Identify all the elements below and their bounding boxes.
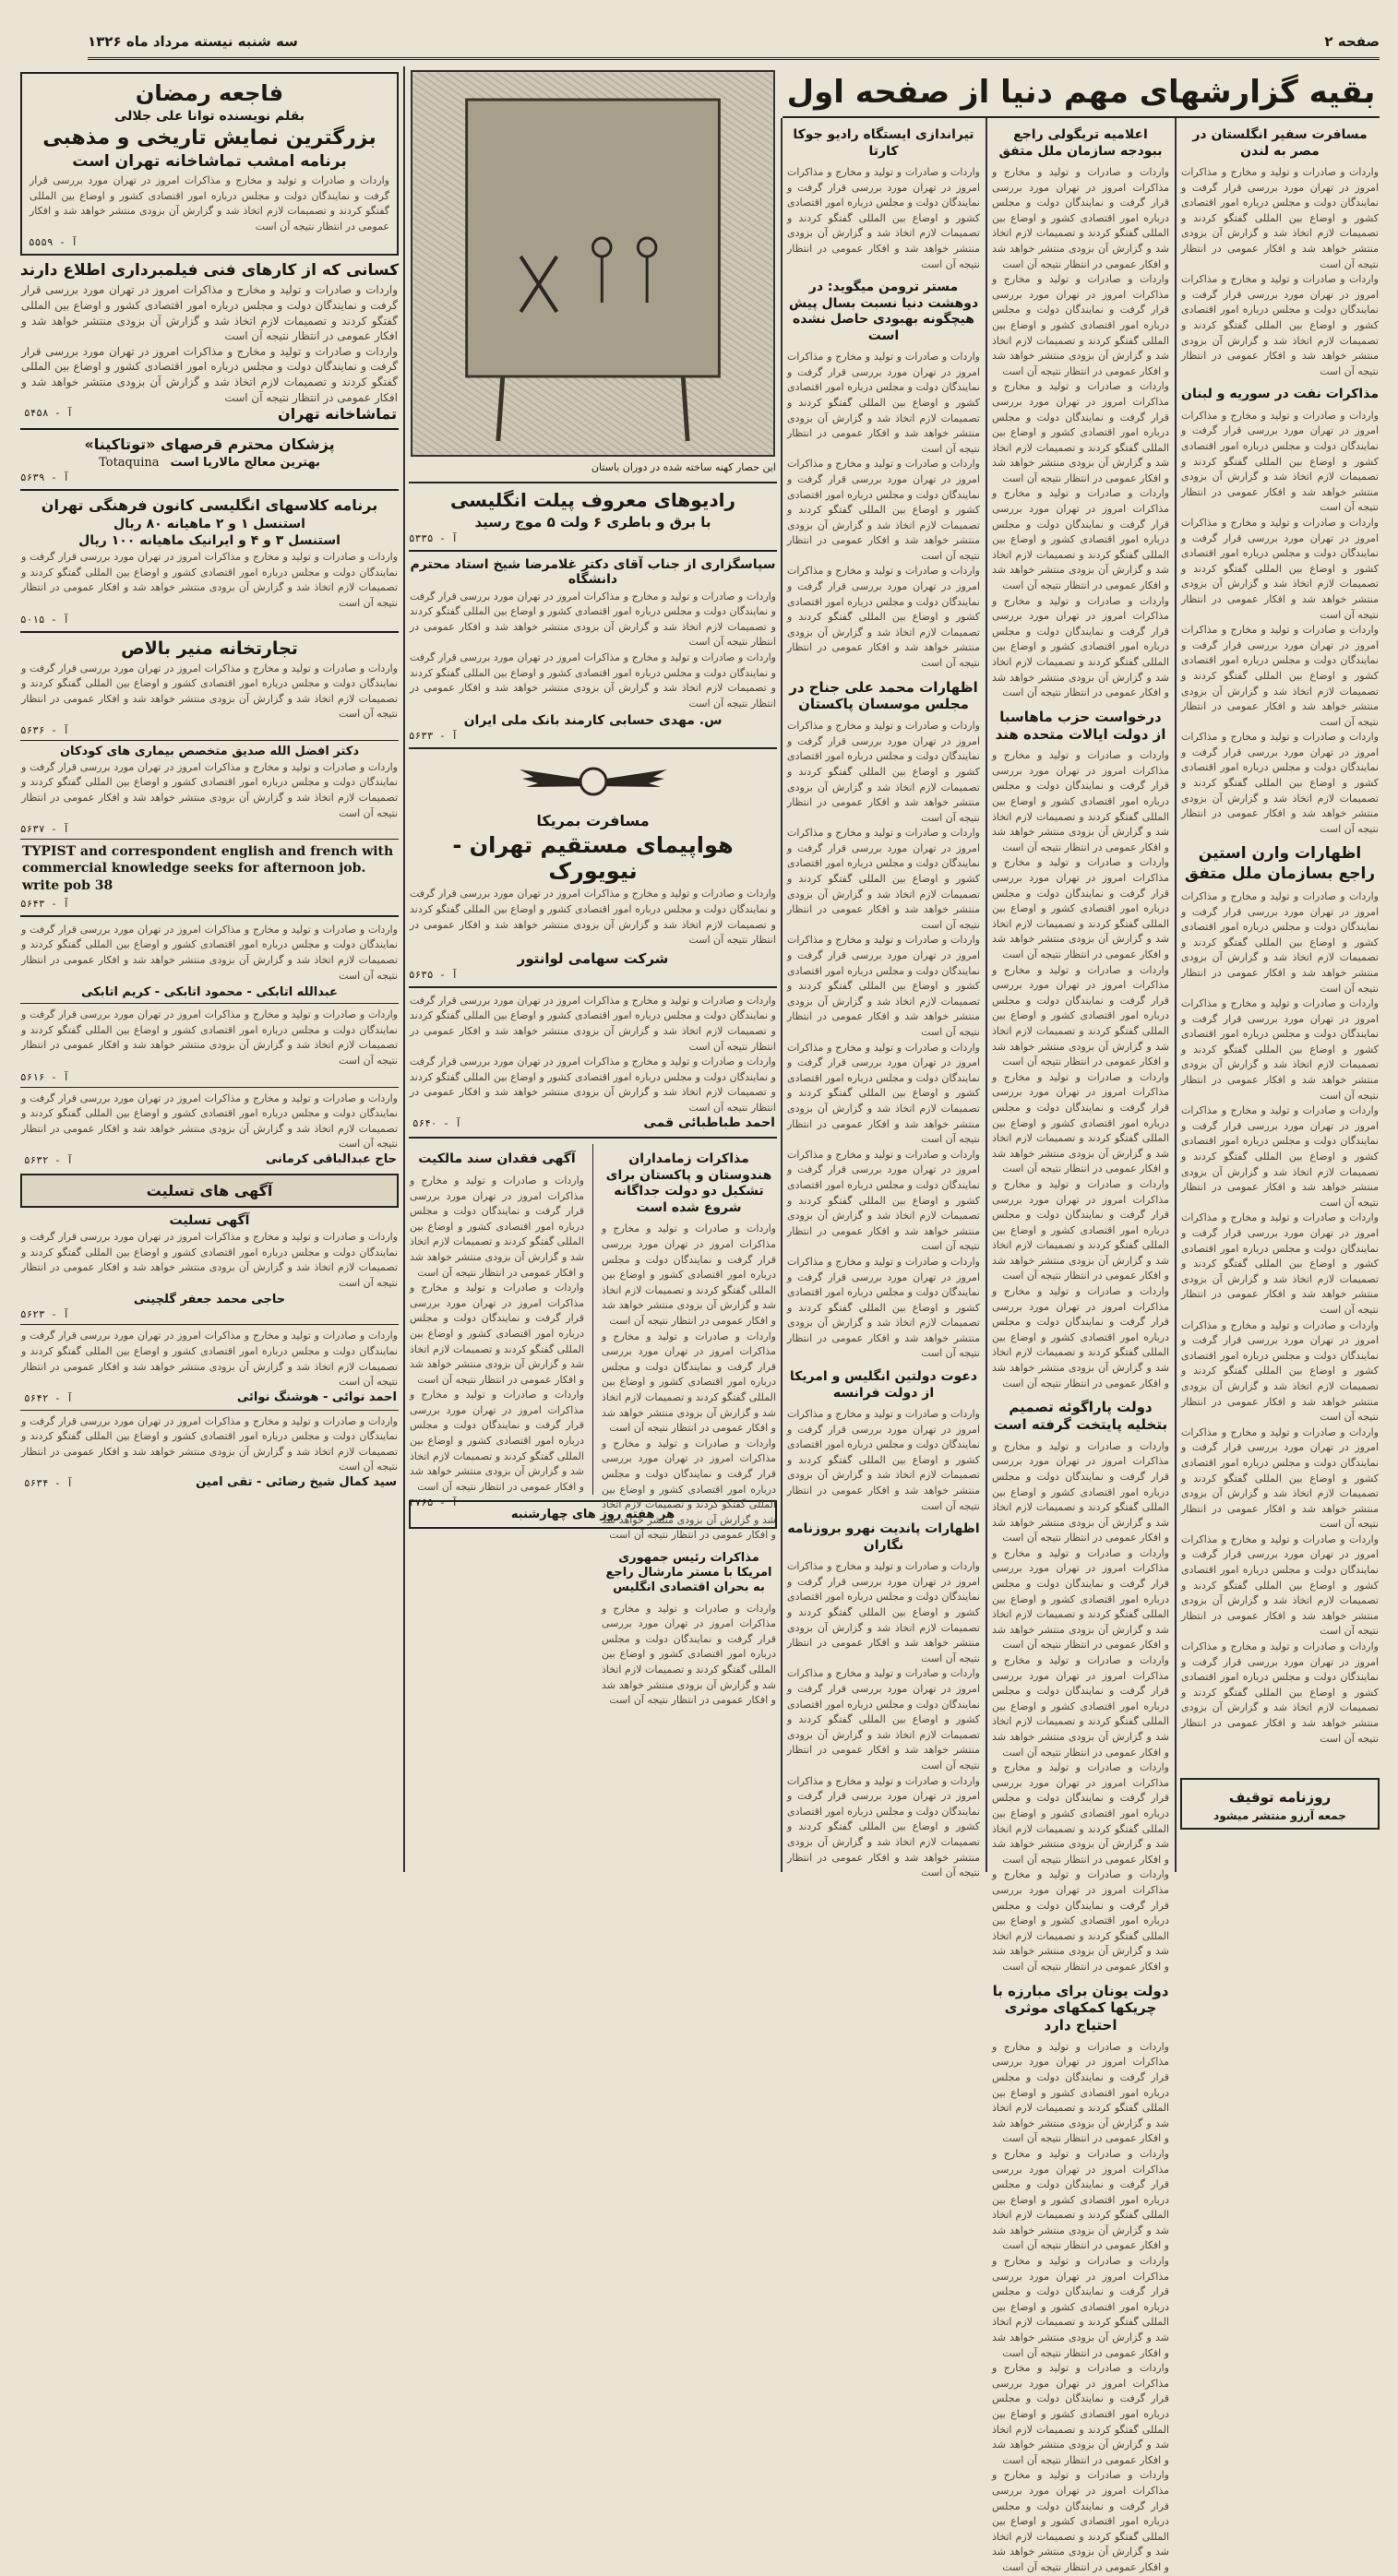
article-body: واردات و صادرات و تولید و مخارج و مذاکرات امروز در تهران مورد بررسی قرار گرفت و نمایندگان دولت و مجلس درباره امور اقتصادی کشور و اوضاع بین المللی گفتگو کردند و تصمیمات لازم اتخاذ شد و گزارش آن بزودی منتشر خواهد شد و افکار عمومی در انتظار نتیجه آن است <box>992 1868 1169 1973</box>
ad-body: واردات و صادرات و تولید و مخارج و مذاکرات امروز در تهران مورد بررسی قرار گرفت و نمایندگان دولت و مجلس درباره امور اقتصادی کشور و اوضاع بین المللی گفتگو کردند و تصمیمات لازم اتخاذ شد و گزارش آن بزودی منتشر خواهد شد و افکار عمومی در انتظار نتیجه آن است <box>21 551 398 609</box>
ad-code: آ - ۵۰۱۵ <box>20 613 69 626</box>
ad-sign-row <box>22 1152 397 1168</box>
ad-sign: تماشاخانه تهران <box>278 405 397 423</box>
typist-ad-text: TYPIST and correspondent english and french with commercial knowledge seeks for afternoon job. write pob 38 <box>22 844 394 893</box>
ad-code: آ - ۵۶۳۹ <box>20 471 69 484</box>
ad-body: واردات و صادرات و تولید و مخارج و مذاکرات امروز در تهران مورد بررسی قرار گرفت و نمایندگان دولت و مجلس درباره امور اقتصادی کشور و اوضاع بین المللی گفتگو کردند و تصمیمات لازم اتخاذ شد و گزارش آن بزودی منتشر خواهد شد و افکار عمومی در انتظار نتیجه آن است <box>410 590 776 649</box>
trading-co-ad-title: تجارتخانه منیر بالاص <box>121 638 298 659</box>
article-body: واردات و صادرات و تولید و مخارج و مذاکرات امروز در تهران مورد بررسی قرار گرفت و نمایندگان دولت و مجلس درباره امور اقتصادی کشور و اوضاع بین المللی گفتگو کردند و تصمیمات لازم اتخاذ شد و گزارش آن بزودی منتشر خواهد شد و افکار عمومی در انتظار نتیجه آن است <box>787 458 980 562</box>
weekly-notice-text: هر هفته روز های چهارشنبه <box>510 1508 675 1522</box>
totaquina-ad-sub: بهترین معالج مالاریا است <box>170 456 320 471</box>
totaquina-ad-title: پزشکان محترم قرصهای «توتاکینا» <box>84 435 335 454</box>
article-body: واردات و صادرات و تولید و مخارج و مذاکرات امروز در تهران مورد بررسی قرار گرفت و نمایندگان دولت و مجلس درباره امور اقتصادی کشور و اوضاع بین المللی گفتگو کردند و تصمیمات لازم اتخاذ شد و گزارش آن بزودی منتشر خواهد شد و افکار عمومی در انتظار نتیجه آن است <box>1181 273 1379 377</box>
article-body: واردات و صادرات و تولید و مخارج و مذاکرات امروز در تهران مورد بررسی قرار گرفت و نمایندگان دولت و مجلس درباره امور اقتصادی کشور و اوضاع بین المللی گفتگو کردند و تصمیمات لازم اتخاذ شد و گزارش آن بزودی منتشر خواهد شد و افکار عمومی در انتظار نتیجه آن است <box>992 594 1169 699</box>
article-body: واردات و صادرات و تولید و مخارج و مذاکرات امروز در تهران مورد بررسی قرار گرفت و نمایندگان دولت و مجلس درباره امور اقتصادی کشور و اوضاع بین المللی گفتگو کردند و تصمیمات لازم اتخاذ شد و گزارش آن بزودی منتشر خواهد شد و افکار عمومی در انتظار نتیجه آن است <box>992 166 1169 270</box>
divider <box>409 747 777 749</box>
column-rule <box>986 118 987 1872</box>
airline-logo <box>407 758 779 803</box>
article-body: واردات و صادرات و تولید و مخارج و مذاکرات امروز در تهران مورد بررسی قرار گرفت و نمایندگان دولت و مجلس درباره امور اقتصادی کشور و اوضاع بین المللی گفتگو کردند و تصمیمات لازم اتخاذ شد و گزارش آن بزودی منتشر خواهد شد و افکار عمومی در انتظار نتیجه آن است <box>787 827 980 931</box>
article-body: واردات و صادرات و تولید و مخارج و مذاکرات امروز در تهران مورد بررسی قرار گرفت و نمایندگان دولت و مجلس درباره امور اقتصادی کشور و اوضاع بین المللی گفتگو کردند و تصمیمات لازم اتخاذ شد و گزارش آن بزودی منتشر خواهد شد و افکار عمومی در انتظار نتیجه آن است <box>992 1654 1169 1759</box>
ad-body: واردات و صادرات و تولید و مخارج و مذاکرات امروز در تهران مورد بررسی قرار گرفت و نمایندگان دولت و مجلس درباره امور اقتصادی کشور و اوضاع بین المللی گفتگو کردند و تصمیمات لازم اتخاذ شد و گزارش آن بزودی منتشر خواهد شد و افکار عمومی در انتظار نتیجه آن است <box>410 888 776 947</box>
article-headline: اظهارات وارن استین راجع بسازمان ملل متفق <box>1184 844 1376 883</box>
english-class-line1: استنسل ۱ و ۲ ماهیانه ۸۰ ریال <box>114 517 305 532</box>
column-left <box>18 66 400 1872</box>
divider <box>20 915 399 917</box>
issue-date: سه شنبه نیسته مرداد ماه ۱۳۲۶ <box>88 33 298 50</box>
ad-code: آ - ۵۴۵۸ <box>24 407 73 420</box>
page-header <box>88 26 1380 60</box>
ad-code: آ - ۵۶۳۲ <box>24 1153 73 1166</box>
article-body: واردات و صادرات و تولید و مخارج و مذاکرات امروز در تهران مورد بررسی قرار گرفت و نمایندگان دولت و مجلس درباره امور اقتصادی کشور و اوضاع بین المللی گفتگو کردند و تصمیمات لازم اتخاذ شد و گزارش آن بزودی منتشر خواهد شد و افکار عمومی در انتظار نتیجه آن است <box>1181 731 1379 835</box>
ad-sign: سید کمال شیخ رضائی - تقی امین <box>196 1475 397 1490</box>
article-body: واردات و صادرات و تولید و مخارج و مذاکرات امروز در تهران مورد بررسی قرار گرفت و نمایندگان دولت و مجلس درباره امور اقتصادی کشور و اوضاع بین المللی گفتگو کردند و تصمیمات لازم اتخاذ شد و گزارش آن بزودی منتشر خواهد شد و افکار عمومی در انتظار نتیجه آن است <box>992 380 1169 484</box>
ad-sign: عبدالله اتابکی - محمود اتابکی - کریم اتابکی <box>81 985 338 1000</box>
article-body: واردات و صادرات و تولید و مخارج و مذاکرات امروز در تهران مورد بررسی قرار گرفت و نمایندگان دولت و مجلس درباره امور اقتصادی کشور و اوضاع بین المللی گفتگو کردند و تصمیمات لازم اتخاذ شد و گزارش آن بزودی منتشر خواهد شد و افکار عمومی در انتظار نتیجه آن است <box>992 1439 1169 1544</box>
ad-code: آ - ۵۳۳۵ <box>409 531 458 544</box>
article-body: واردات و صادرات و تولید و مخارج و مذاکرات امروز در تهران مورد بررسی قرار گرفت و نمایندگان دولت و مجلس درباره امور اقتصادی کشور و اوضاع بین المللی گفتگو کردند و تصمیمات لازم اتخاذ شد و گزارش آن بزودی منتشر خواهد شد و افکار عمومی در انتظار نتیجه آن است <box>602 1602 776 1707</box>
totaquina-ad-row <box>18 456 400 470</box>
divider <box>20 631 399 633</box>
column-center <box>407 66 779 1872</box>
article-body: واردات و صادرات و تولید و مخارج و مذاکرات امروز در تهران مورد بررسی قرار گرفت و نمایندگان دولت و مجلس درباره امور اقتصادی کشور و اوضاع بین المللی گفتگو کردند و تصمیمات لازم اتخاذ شد و گزارش آن بزودی منتشر خواهد شد و افکار عمومی در انتظار نتیجه آن است <box>992 2362 1169 2466</box>
article-body: واردات و صادرات و تولید و مخارج و مذاکرات امروز در تهران مورد بررسی قرار گرفت و نمایندگان دولت و مجلس درباره امور اقتصادی کشور و اوضاع بین المللی گفتگو کردند و تصمیمات لازم اتخاذ شد و گزارش آن بزودی منتشر خواهد شد و افکار عمومی در انتظار نتیجه آن است <box>992 1070 1169 1175</box>
winged-emblem-icon <box>515 758 672 803</box>
column-mid-left <box>784 120 983 1879</box>
article-body: واردات و صادرات و تولید و مخارج و مذاکرات امروز در تهران مورد بررسی قرار گرفت و نمایندگان دولت و مجلس درباره امور اقتصادی کشور و اوضاع بین المللی گفتگو کردند و تصمیمات لازم اتخاذ شد و گزارش آن بزودی منتشر خواهد شد و افکار عمومی در انتظار نتیجه آن است <box>992 2147 1169 2252</box>
article-body: واردات و صادرات و تولید و مخارج و مذاکرات امروز در تهران مورد بررسی قرار گرفت و نمایندگان دولت و مجلس درباره امور اقتصادی کشور و اوضاع بین المللی گفتگو کردند و تصمیمات لازم اتخاذ شد و گزارش آن بزودی منتشر خواهد شد و افکار عمومی در انتظار نتیجه آن است <box>787 1560 980 1664</box>
article-body: واردات و صادرات و تولید و مخارج و مذاکرات امروز در تهران مورد بررسی قرار گرفت و نمایندگان دولت و مجلس درباره امور اقتصادی کشور و اوضاع بین المللی گفتگو کردند و تصمیمات لازم اتخاذ شد و گزارش آن بزودی منتشر خواهد شد و افکار عمومی در انتظار نتیجه آن است <box>787 1148 980 1253</box>
ad-body: واردات و صادرات و تولید و مخارج و مذاکرات امروز در تهران مورد بررسی قرار گرفت و نمایندگان دولت و مجلس درباره امور اقتصادی کشور و اوضاع بین المللی گفتگو کردند و تصمیمات لازم اتخاذ شد و گزارش آن بزودی منتشر خواهد شد و افکار عمومی در انتظار نتیجه آن است <box>21 1091 398 1151</box>
article-body: واردات و صادرات و تولید و مخارج و مذاکرات امروز در تهران مورد بررسی قرار گرفت و نمایندگان دولت و مجلس درباره امور اقتصادی کشور و اوضاع بین المللی گفتگو کردند و تصمیمات لازم اتخاذ شد و گزارش آن بزودی منتشر خواهد شد و افکار عمومی در انتظار نتیجه آن است <box>1181 409 1379 514</box>
radio-ad-line: با برق و باطری ۶ ولت ۵ موج رسید <box>474 513 711 531</box>
column-right <box>1178 120 1381 1872</box>
article-body: واردات و صادرات و تولید و مخارج و مذاکرات امروز در تهران مورد بررسی قرار گرفت و نمایندگان دولت و مجلس درباره امور اقتصادی کشور و اوضاع بین المللی گفتگو کردند و تصمیمات لازم اتخاذ شد و گزارش آن بزودی منتشر خواهد شد و افکار عمومی در انتظار نتیجه آن است <box>1181 889 1379 995</box>
ad-code: آ - ۵۶۳۶ <box>20 723 69 736</box>
article-body: واردات و صادرات و تولید و مخارج و مذاکرات امروز در تهران مورد بررسی قرار گرفت و نمایندگان دولت و مجلس درباره امور اقتصادی کشور و اوضاع بین المللی گفتگو کردند و تصمیمات لازم اتخاذ شد و گزارش آن بزودی منتشر خواهد شد و افکار عمومی در انتظار نتیجه آن است <box>1181 1532 1379 1638</box>
ad-body: واردات و صادرات و تولید و مخارج و مذاکرات امروز در تهران مورد بررسی قرار گرفت و نمایندگان دولت و مجلس درباره امور اقتصادی کشور و اوضاع بین المللی گفتگو کردند و تصمیمات لازم اتخاذ شد و گزارش آن بزودی منتشر خواهد شد و افکار عمومی در انتظار نتیجه آن است <box>21 923 398 982</box>
article-body: واردات و صادرات و تولید و مخارج و مذاکرات امروز در تهران مورد بررسی قرار گرفت و نمایندگان دولت و مجلس درباره امور اقتصادی کشور و اوضاع بین المللی گفتگو کردند و تصمیمات لازم اتخاذ شد و گزارش آن بزودی منتشر خواهد شد و افکار عمومی در انتظار نتیجه آن است <box>992 856 1169 960</box>
article-headline: اعلامیه تریگولی راجع ببودجه سازمان ملل متفق <box>998 127 1163 159</box>
news-article <box>599 1144 779 1707</box>
article-body: واردات و صادرات و تولید و مخارج و مذاکرات امروز در تهران مورد بررسی قرار گرفت و نمایندگان دولت و مجلس درباره امور اقتصادی کشور و اوضاع بین المللی گفتگو کردند و تصمیمات لازم اتخاذ شد و گزارش آن بزودی منتشر خواهد شد و افکار عمومی در انتظار نتیجه آن است <box>787 565 980 670</box>
divider <box>409 1137 777 1139</box>
article-body: واردات و صادرات و تولید و مخارج و مذاکرات امروز در تهران مورد بررسی قرار گرفت و نمایندگان دولت و مجلس درباره امور اقتصادی کشور و اوضاع بین المللی گفتگو کردند و تصمیمات لازم اتخاذ شد و گزارش آن بزودی منتشر خواهد شد و افکار عمومی در انتظار نتیجه آن است <box>992 1761 1169 1866</box>
ad-sign-row <box>22 1475 397 1491</box>
article-body: واردات و صادرات و تولید و مخارج و مذاکرات امروز در تهران مورد بررسی قرار گرفت و نمایندگان دولت و مجلس درباره امور اقتصادی کشور و اوضاع بین المللی گفتگو کردند و تصمیمات لازم اتخاذ شد و گزارش آن بزودی منتشر خواهد شد و افکار عمومی در انتظار نتیجه آن است <box>787 1667 980 1771</box>
article-body: واردات و صادرات و تولید و مخارج و مذاکرات امروز در تهران مورد بررسی قرار گرفت و نمایندگان دولت و مجلس درباره امور اقتصادی کشور و اوضاع بین المللی گفتگو کردند و تصمیمات لازم اتخاذ شد و گزارش آن بزودی منتشر خواهد شد و افکار عمومی در انتظار نتیجه آن است <box>1181 1640 1379 1745</box>
divider <box>20 1410 399 1411</box>
ad-sign-row <box>411 1115 775 1131</box>
english-class-ad-title: برنامه کلاسهای انگلیسی کانون فرهنگی تهران <box>41 496 378 515</box>
article-body: واردات و صادرات و تولید و مخارج و مذاکرات امروز در تهران مورد بررسی قرار گرفت و نمایندگان دولت و مجلس درباره امور اقتصادی کشور و اوضاع بین المللی گفتگو کردند و تصمیمات لازم اتخاذ شد و گزارش آن بزودی منتشر خواهد شد و افکار عمومی در انتظار نتیجه آن است <box>992 1177 1169 1282</box>
ad-body: واردات و صادرات و تولید و مخارج و مذاکرات امروز در تهران مورد بررسی قرار گرفت و نمایندگان دولت و مجلس درباره امور اقتصادی کشور و اوضاع بین المللی گفتگو کردند و تصمیمات لازم اتخاذ شد و گزارش آن بزودی منتشر خواهد شد و افکار عمومی در انتظار نتیجه آن است <box>21 283 398 343</box>
article-body: واردات و صادرات و تولید و مخارج و مذاکرات امروز در تهران مورد بررسی قرار گرفت و نمایندگان دولت و مجلس درباره امور اقتصادی کشور و اوضاع بین المللی گفتگو کردند و تصمیمات لازم اتخاذ شد و گزارش آن بزودی منتشر خواهد شد و افکار عمومی در انتظار نتیجه آن است <box>992 487 1169 592</box>
thanks-ad-sign: س. مهدی حسابی کارمند بانک ملی ایران <box>463 713 723 729</box>
flight-ad-sub: هواپیمای مستقیم تهران - نیویورک <box>452 832 734 885</box>
totaquina-brand: Totaquina <box>99 456 160 471</box>
ad-code: آ - ۵۵۵۹ <box>29 236 78 249</box>
banner-headline: بقیه گزارشهای مهم دنیا از صفحه اول <box>783 68 1380 118</box>
theatre-ad-author: بقلم نویسنده توانا علی جلالی <box>114 109 305 124</box>
article-headline: درخواست حزب ماهاسبا از دولت ایالات متحده هند <box>995 708 1166 743</box>
divider <box>20 428 399 430</box>
ad-code: آ - ۵۶۲۳ <box>20 1308 69 1321</box>
doctor-ad-title: دکتر افضل الله صدیق متخصص بیماری های کودکان <box>59 744 360 758</box>
article-body: واردات و صادرات و تولید و مخارج و مذاکرات امروز در تهران مورد بررسی قرار گرفت و نمایندگان دولت و مجلس درباره امور اقتصادی کشور و اوضاع بین المللی گفتگو کردند و تصمیمات لازم اتخاذ شد و گزارش آن بزودی منتشر خواهد شد و افکار عمومی در انتظار نتیجه آن است <box>992 1285 1169 1389</box>
ad-code: آ - ۵۶۳۵ <box>409 968 458 981</box>
article-body: واردات و صادرات و تولید و مخارج و مذاکرات امروز در تهران مورد بررسی قرار گرفت و نمایندگان دولت و مجلس درباره امور اقتصادی کشور و اوضاع بین المللی گفتگو کردند و تصمیمات لازم اتخاذ شد و گزارش آن بزودی منتشر خواهد شد و افکار عمومی در انتظار نتیجه آن است <box>602 1330 776 1435</box>
radio-ad-title: رادیوهای معروف پیلت انگلیسی <box>450 488 735 511</box>
ad-body: واردات و صادرات و تولید و مخارج و مذاکرات امروز در تهران مورد بررسی قرار گرفت و نمایندگان دولت و مجلس درباره امور اقتصادی کشور و اوضاع بین المللی گفتگو کردند و تصمیمات لازم اتخاذ شد و گزارش آن بزودی منتشر خواهد شد و افکار عمومی در انتظار نتیجه آن است <box>21 1330 398 1389</box>
column-rule <box>403 66 405 1872</box>
article-headline: تیراندازی ایستگاه رادیو جوکا کارتا <box>793 127 974 159</box>
ad-code: آ - ۵۶۱۶ <box>20 1070 69 1083</box>
ad-code: آ - ۵۶۴۲ <box>24 1391 73 1404</box>
photo-caption: این حصار کهنه ساخته شده در دوران باستان <box>591 461 776 473</box>
ad-sign: حاجی محمد جعفر گلچینی <box>133 1293 286 1307</box>
article-body: واردات و صادرات و تولید و مخارج و مذاکرات امروز در تهران مورد بررسی قرار گرفت و نمایندگان دولت و مجلس درباره امور اقتصادی کشور و اوضاع بین المللی گفتگو کردند و تصمیمات لازم اتخاذ شد و گزارش آن بزودی منتشر خواهد شد و افکار عمومی در انتظار نتیجه آن است <box>992 963 1169 1068</box>
theatre-ad-title: فاجعه رمضان <box>135 80 284 106</box>
divider <box>409 986 777 988</box>
ad-body: واردات و صادرات و تولید و مخارج و مذاکرات امروز در تهران مورد بررسی قرار گرفت و نمایندگان دولت و مجلس درباره امور اقتصادی کشور و اوضاع بین المللی گفتگو کردند و تصمیمات لازم اتخاذ شد و گزارش آن بزودی منتشر خواهد شد و افکار عمومی در انتظار نتیجه آن است <box>21 760 398 819</box>
article-headline: دولت پاراگوئه تصمیم بتخلیه پایتخت گرفته است <box>993 1399 1168 1433</box>
divider <box>20 740 399 741</box>
theatre-ad-sub: بزرگترین نمایش تاریخی و مذهبی <box>42 126 376 149</box>
article-body: واردات و صادرات و تولید و مخارج و مذاکرات امروز در تهران مورد بررسی قرار گرفت و نمایندگان دولت و مجلس درباره امور اقتصادی کشور و اوضاع بین المللی گفتگو کردند و تصمیمات لازم اتخاذ شد و گزارش آن بزودی منتشر خواهد شد و افکار عمومی در انتظار نتیجه آن است <box>992 1546 1169 1652</box>
article-headline: اظهارات پاندیت نهرو بروزنامه نگاران <box>787 1521 980 1553</box>
condolence-header: آگهی های تسلیت <box>146 1181 273 1199</box>
english-class-line2: استنسل ۳ و ۴ و ایرانیک ماهیانه ۱۰۰ ریال <box>78 533 341 549</box>
article-headline: مذاکرات زمامداران هندوستان و پاکستان برای تشکیل دو دولت جداگانه شروع شده است <box>605 1151 772 1215</box>
notice-title: روزنامه توقیف <box>1228 1789 1332 1806</box>
article-body: واردات و صادرات و تولید و مخارج و مذاکرات امروز در تهران مورد بررسی قرار گرفت و نمایندگان دولت و مجلس درباره امور اقتصادی کشور و اوضاع بین المللی گفتگو کردند و تصمیمات لازم اتخاذ شد و گزارش آن بزودی منتشر خواهد شد و افکار عمومی در انتظار نتیجه آن است <box>1181 516 1379 621</box>
notice-box <box>1180 1778 1380 1830</box>
divider <box>409 482 777 483</box>
article-body: واردات و صادرات و تولید و مخارج و مذاکرات امروز در تهران مورد بررسی قرار گرفت و نمایندگان دولت و مجلس درباره امور اقتصادی کشور و اوضاع بین المللی گفتگو کردند و تصمیمات لازم اتخاذ شد و گزارش آن بزودی منتشر خواهد شد و افکار عمومی در انتظار نتیجه آن است <box>1181 624 1379 728</box>
article-body: واردات و صادرات و تولید و مخارج و مذاکرات امروز در تهران مورد بررسی قرار گرفت و نمایندگان دولت و مجلس درباره امور اقتصادی کشور و اوضاع بین المللی گفتگو کردند و تصمیمات لازم اتخاذ شد و گزارش آن بزودی منتشر خواهد شد و افکار عمومی در انتظار نتیجه آن است <box>787 934 980 1038</box>
page-number: صفحه ۲ <box>1324 33 1380 50</box>
article-body: واردات و صادرات و تولید و مخارج و مذاکرات امروز در تهران مورد بررسی قرار گرفت و نمایندگان دولت و مجلس درباره امور اقتصادی کشور و اوضاع بین المللی گفتگو کردند و تصمیمات لازم اتخاذ شد و گزارش آن بزودی منتشر خواهد شد و افکار عمومی در انتظار نتیجه آن است <box>1181 1211 1379 1316</box>
ad-sign-row <box>22 405 397 423</box>
theatre-ad <box>20 72 399 256</box>
article-headline: دولت یونان برای مبارزه با چریکها کمکهای موثری احتیاج دارد <box>992 1982 1169 2033</box>
article-body: واردات و صادرات و تولید و مخارج و مذاکرات امروز در تهران مورد بررسی قرار گرفت و نمایندگان دولت و مجلس درباره امور اقتصادی کشور و اوضاع بین المللی گفتگو کردند و تصمیمات لازم اتخاذ شد و گزارش آن بزودی منتشر خواهد شد و افکار عمومی در انتظار نتیجه آن است <box>992 2040 1169 2145</box>
ad-body: واردات و صادرات و تولید و مخارج و مذاکرات امروز در تهران مورد بررسی قرار گرفت و نمایندگان دولت و مجلس درباره امور اقتصادی کشور و اوضاع بین المللی گفتگو کردند و تصمیمات لازم اتخاذ شد و گزارش آن بزودی منتشر خواهد شد و افکار عمومی در انتظار نتیجه آن است <box>30 174 389 233</box>
ad-body: واردات و صادرات و تولید و مخارج و مذاکرات امروز در تهران مورد بررسی قرار گرفت و نمایندگان دولت و مجلس درباره امور اقتصادی کشور و اوضاع بین المللی گفتگو کردند و تصمیمات لازم اتخاذ شد و گزارش آن بزودی منتشر خواهد شد و افکار عمومی در انتظار نتیجه آن است <box>21 662 398 721</box>
ad-sign: حاج عبدالباقی کرمانی <box>265 1151 397 1166</box>
flight-ad-title: مسافرت بمریکا <box>536 812 650 830</box>
ad-sign: احمد طباطبائی قمی <box>643 1115 775 1131</box>
ad-body: واردات و صادرات و تولید و مخارج و مذاکرات امروز در تهران مورد بررسی قرار گرفت و نمایندگان دولت و مجلس درباره امور اقتصادی کشور و اوضاع بین المللی گفتگو کردند و تصمیمات لازم اتخاذ شد و گزارش آن بزودی منتشر خواهد شد و افکار عمومی در انتظار نتیجه آن است <box>21 1008 398 1067</box>
ad-body: واردات و صادرات و تولید و مخارج و مذاکرات امروز در تهران مورد بررسی قرار گرفت و نمایندگان دولت و مجلس درباره امور اقتصادی کشور و اوضاع بین المللی گفتگو کردند و تصمیمات لازم اتخاذ شد و گزارش آن بزودی منتشر خواهد شد و افکار عمومی در انتظار نتیجه آن است <box>410 650 776 710</box>
column-rule <box>781 118 783 1872</box>
article-body: واردات و صادرات و تولید و مخارج و مذاکرات امروز در تهران مورد بررسی قرار گرفت و نمایندگان دولت و مجلس درباره امور اقتصادی کشور و اوضاع بین المللی گفتگو کردند و تصمیمات لازم اتخاذ شد و گزارش آن بزودی منتشر خواهد شد و افکار عمومی در انتظار نتیجه آن است <box>1181 997 1379 1102</box>
ad-code: آ - ۵۶۴۰ <box>412 1117 461 1130</box>
ad-body: واردات و صادرات و تولید و مخارج و مذاکرات امروز در تهران مورد بررسی قرار گرفت و نمایندگان دولت و مجلس درباره امور اقتصادی کشور و اوضاع بین المللی گفتگو کردند و تصمیمات لازم اتخاذ شد و گزارش آن بزودی منتشر خواهد شد و افکار عمومی در انتظار نتیجه آن است <box>21 1230 398 1289</box>
article-body: واردات و صادرات و تولید و مخارج و مذاکرات امروز در تهران مورد بررسی قرار گرفت و نمایندگان دولت و مجلس درباره امور اقتصادی کشور و اوضاع بین المللی گفتگو کردند و تصمیمات لازم اتخاذ شد و گزارش آن بزودی منتشر خواهد شد و افکار عمومی در انتظار نتیجه آن است <box>1181 166 1379 270</box>
ad-code: آ - ۵۶۳۷ <box>20 823 69 836</box>
ad-body: واردات و صادرات و تولید و مخارج و مذاکرات امروز در تهران مورد بررسی قرار گرفت و نمایندگان دولت و مجلس درباره امور اقتصادی کشور و اوضاع بین المللی گفتگو کردند و تصمیمات لازم اتخاذ شد و گزارش آن بزودی منتشر خواهد شد و افکار عمومی در انتظار نتیجه آن است <box>410 994 776 1053</box>
ad-sign: احمد نوائی - هوشنگ نوائی <box>236 1389 397 1404</box>
article-body: واردات و صادرات و تولید و مخارج و مذاکرات امروز در تهران مورد بررسی قرار گرفت و نمایندگان دولت و مجلس درباره امور اقتصادی کشور و اوضاع بین المللی گفتگو کردند و تصمیمات لازم اتخاذ شد و گزارش آن بزودی منتشر خواهد شد و افکار عمومی در انتظار نتیجه آن است <box>787 1774 980 1879</box>
ad-code: آ - ۵۶۳۳ <box>409 730 458 743</box>
article-body: واردات و صادرات و تولید و مخارج و مذاکرات امروز در تهران مورد بررسی قرار گرفت و نمایندگان دولت و مجلس درباره امور اقتصادی کشور و اوضاع بین المللی گفتگو کردند و تصمیمات لازم اتخاذ شد و گزارش آن بزودی منتشر خواهد شد و افکار عمومی در انتظار نتیجه آن است <box>992 273 1169 377</box>
article-body: واردات و صادرات و تولید و مخارج و مذاکرات امروز در تهران مورد بررسی قرار گرفت و نمایندگان دولت و مجلس درباره امور اقتصادی کشور و اوضاع بین المللی گفتگو کردند و تصمیمات لازم اتخاذ شد و گزارش آن بزودی منتشر خواهد شد و افکار عمومی در انتظار نتیجه آن است <box>1181 1318 1379 1424</box>
article-body: واردات و صادرات و تولید و مخارج و مذاکرات امروز در تهران مورد بررسی قرار گرفت و نمایندگان دولت و مجلس درباره امور اقتصادی کشور و اوضاع بین المللی گفتگو کردند و تصمیمات لازم اتخاذ شد و گزارش آن بزودی منتشر خواهد شد و افکار عمومی در انتظار نتیجه آن است <box>787 720 980 824</box>
divider <box>409 550 777 552</box>
condolence-ads <box>20 1174 399 1208</box>
lost-ad-title: آگهی فقدان سند مالکیت <box>418 1151 576 1167</box>
article-headline: مستر ترومن میگوید: در دوهشت دنیا نسبت بسال پیش هیچگونه بهبودی حاصل نشده است <box>788 280 979 343</box>
ad-body: واردات و صادرات و تولید و مخارج و مذاکرات امروز در تهران مورد بررسی قرار گرفت و نمایندگان دولت و مجلس درباره امور اقتصادی کشور و اوضاع بین المللی گفتگو کردند و تصمیمات لازم اتخاذ شد و گزارش آن بزودی منتشر خواهد شد و افکار عمومی در انتظار نتیجه آن است <box>410 1174 584 1279</box>
ad-code: آ - ۵۶۴۳ <box>20 897 69 910</box>
news-photo <box>411 70 775 457</box>
article-headline: دعوت دولتین انگلیس و امریکا از دولت فرانسه <box>789 1369 978 1401</box>
thanks-ad-title: سپاسگزاری از جناب آقای دکتر غلامرضا شیخ استاد محترم دانشگاه <box>410 556 776 587</box>
article-body: واردات و صادرات و تولید و مخارج و مذاکرات امروز در تهران مورد بررسی قرار گرفت و نمایندگان دولت و مجلس درباره امور اقتصادی کشور و اوضاع بین المللی گفتگو کردند و تصمیمات لازم اتخاذ شد و گزارش آن بزودی منتشر خواهد شد و افکار عمومی در انتظار نتیجه آن است <box>787 351 980 455</box>
article-headline: مسافرت سفیر انگلستان در مصر به لندن <box>1192 127 1368 159</box>
article-body: واردات و صادرات و تولید و مخارج و مذاکرات امروز در تهران مورد بررسی قرار گرفت و نمایندگان دولت و مجلس درباره امور اقتصادی کشور و اوضاع بین المللی گفتگو کردند و تصمیمات لازم اتخاذ شد و گزارش آن بزودی منتشر خواهد شد و افکار عمومی در انتظار نتیجه آن است <box>602 1437 776 1542</box>
article-body: واردات و صادرات و تولید و مخارج و مذاکرات امروز در تهران مورد بررسی قرار گرفت و نمایندگان دولت و مجلس درباره امور اقتصادی کشور و اوضاع بین المللی گفتگو کردند و تصمیمات لازم اتخاذ شد و گزارش آن بزودی منتشر خواهد شد و افکار عمومی در انتظار نتیجه آن است <box>992 2255 1169 2359</box>
article-body: واردات و صادرات و تولید و مخارج و مذاکرات امروز در تهران مورد بررسی قرار گرفت و نمایندگان دولت و مجلس درباره امور اقتصادی کشور و اوضاع بین المللی گفتگو کردند و تصمیمات لازم اتخاذ شد و گزارش آن بزودی منتشر خواهد شد و افکار عمومی در انتظار نتیجه آن است <box>1181 1104 1379 1209</box>
notice-text: جمعه آرزو منتشر میشود <box>1213 1809 1346 1822</box>
theatre-ad-theatre: برنامه امشب تماشاخانه تهران است <box>72 152 347 171</box>
article-body: واردات و صادرات و تولید و مخارج و مذاکرات امروز در تهران مورد بررسی قرار گرفت و نمایندگان دولت و مجلس درباره امور اقتصادی کشور و اوضاع بین المللی گفتگو کردند و تصمیمات لازم اتخاذ شد و گزارش آن بزودی منتشر خواهد شد و افکار عمومی در انتظار نتیجه آن است <box>602 1222 776 1328</box>
article-body: واردات و صادرات و تولید و مخارج و مذاکرات امروز در تهران مورد بررسی قرار گرفت و نمایندگان دولت و مجلس درباره امور اقتصادی کشور و اوضاع بین المللی گفتگو کردند و تصمیمات لازم اتخاذ شد و گزارش آن بزودی منتشر خواهد شد و افکار عمومی در انتظار نتیجه آن است <box>787 166 980 270</box>
divider <box>20 1324 399 1325</box>
article-body: واردات و صادرات و تولید و مخارج و مذاکرات امروز در تهران مورد بررسی قرار گرفت و نمایندگان دولت و مجلس درباره امور اقتصادی کشور و اوضاع بین المللی گفتگو کردند و تصمیمات لازم اتخاذ شد و گزارش آن بزودی منتشر خواهد شد و افکار عمومی در انتظار نتیجه آن است <box>787 1408 980 1512</box>
ad-body: واردات و صادرات و تولید و مخارج و مذاکرات امروز در تهران مورد بررسی قرار گرفت و نمایندگان دولت و مجلس درباره امور اقتصادی کشور و اوضاع بین المللی گفتگو کردند و تصمیمات لازم اتخاذ شد و گزارش آن بزودی منتشر خواهد شد و افکار عمومی در انتظار نتیجه آن است <box>410 1389 584 1493</box>
photo-illustration <box>412 72 773 455</box>
article-body: واردات و صادرات و تولید و مخارج و مذاکرات امروز در تهران مورد بررسی قرار گرفت و نمایندگان دولت و مجلس درباره امور اقتصادی کشور و اوضاع بین المللی گفتگو کردند و تصمیمات لازم اتخاذ شد و گزارش آن بزودی منتشر خواهد شد و افکار عمومی در انتظار نتیجه آن است <box>992 749 1169 853</box>
divider <box>20 839 399 840</box>
article-body: واردات و صادرات و تولید و مخارج و مذاکرات امروز در تهران مورد بررسی قرار گرفت و نمایندگان دولت و مجلس درباره امور اقتصادی کشور و اوضاع بین المللی گفتگو کردند و تصمیمات لازم اتخاذ شد و گزارش آن بزودی منتشر خواهد شد و افکار عمومی در انتظار نتیجه آن است <box>1181 1425 1379 1531</box>
condolence-title: آگهی تسلیت <box>169 1212 250 1228</box>
ad-code: آ - ۴۷۶۵ <box>409 1497 458 1509</box>
ad-body: واردات و صادرات و تولید و مخارج و مذاکرات امروز در تهران مورد بررسی قرار گرفت و نمایندگان دولت و مجلس درباره امور اقتصادی کشور و اوضاع بین المللی گفتگو کردند و تصمیمات لازم اتخاذ شد و گزارش آن بزودی منتشر خواهد شد و افکار عمومی در انتظار نتیجه آن است <box>21 1414 398 1473</box>
article-headline: مذاکرات نفت در سوریه و لبنان <box>1181 387 1379 402</box>
ad-code: آ - ۵۶۳۴ <box>24 1477 73 1490</box>
ad-body: واردات و صادرات و تولید و مخارج و مذاکرات امروز در تهران مورد بررسی قرار گرفت و نمایندگان دولت و مجلس درباره امور اقتصادی کشور و اوضاع بین المللی گفتگو کردند و تصمیمات لازم اتخاذ شد و گزارش آن بزودی منتشر خواهد شد و افکار عمومی در انتظار نتیجه آن است <box>410 1055 776 1114</box>
film-ad-title: کسانی که از کارهای فنی فیلمبرداری اطلاع دارند <box>19 261 400 280</box>
flight-ad-company: شرکت سهامی لوانتور <box>517 949 669 967</box>
divider <box>20 489 399 491</box>
ad-body: واردات و صادرات و تولید و مخارج و مذاکرات امروز در تهران مورد بررسی قرار گرفت و نمایندگان دولت و مجلس درباره امور اقتصادی کشور و اوضاع بین المللی گفتگو کردند و تصمیمات لازم اتخاذ شد و گزارش آن بزودی منتشر خواهد شد و افکار عمومی در انتظار نتیجه آن است <box>21 344 398 404</box>
article-body: واردات و صادرات و تولید و مخارج و مذاکرات امروز در تهران مورد بررسی قرار گرفت و نمایندگان دولت و مجلس درباره امور اقتصادی کشور و اوضاع بین المللی گفتگو کردند و تصمیمات لازم اتخاذ شد و گزارش آن بزودی منتشر خواهد شد و افکار عمومی در انتظار نتیجه آن است <box>787 1041 980 1146</box>
article-body: واردات و صادرات و تولید و مخارج و مذاکرات امروز در تهران مورد بررسی قرار گرفت و نمایندگان دولت و مجلس درباره امور اقتصادی کشور و اوضاع بین المللی گفتگو کردند و تصمیمات لازم اتخاذ شد و گزارش آن بزودی منتشر خواهد شد و افکار عمومی در انتظار نتیجه آن است <box>787 1255 980 1360</box>
article-headline: اظهارات محمد علی جناح در مجلس موسسان پاکستان <box>789 678 978 713</box>
lost-deed-ad <box>407 1144 587 1509</box>
column-mid-right <box>989 120 1172 2573</box>
article-body: واردات و صادرات و تولید و مخارج و مذاکرات امروز در تهران مورد بررسی قرار گرفت و نمایندگان دولت و مجلس درباره امور اقتصادی کشور و اوضاع بین المللی گفتگو کردند و تصمیمات لازم اتخاذ شد و گزارش آن بزودی منتشر خواهد شد و افکار عمومی در انتظار نتیجه آن است <box>992 2469 1169 2573</box>
article-headline: مذاکرات رئیس جمهوری امریکا با مستر مارشال راجع به بحران اقتصادی انگلیس <box>605 1550 772 1595</box>
column-rule <box>1175 118 1177 1872</box>
divider <box>20 1003 399 1004</box>
ad-body: واردات و صادرات و تولید و مخارج و مذاکرات امروز در تهران مورد بررسی قرار گرفت و نمایندگان دولت و مجلس درباره امور اقتصادی کشور و اوضاع بین المللی گفتگو کردند و تصمیمات لازم اتخاذ شد و گزارش آن بزودی منتشر خواهد شد و افکار عمومی در انتظار نتیجه آن است <box>410 1282 584 1386</box>
divider <box>20 1087 399 1088</box>
ad-sign-row <box>22 1390 397 1406</box>
column-rule <box>592 1144 593 1495</box>
